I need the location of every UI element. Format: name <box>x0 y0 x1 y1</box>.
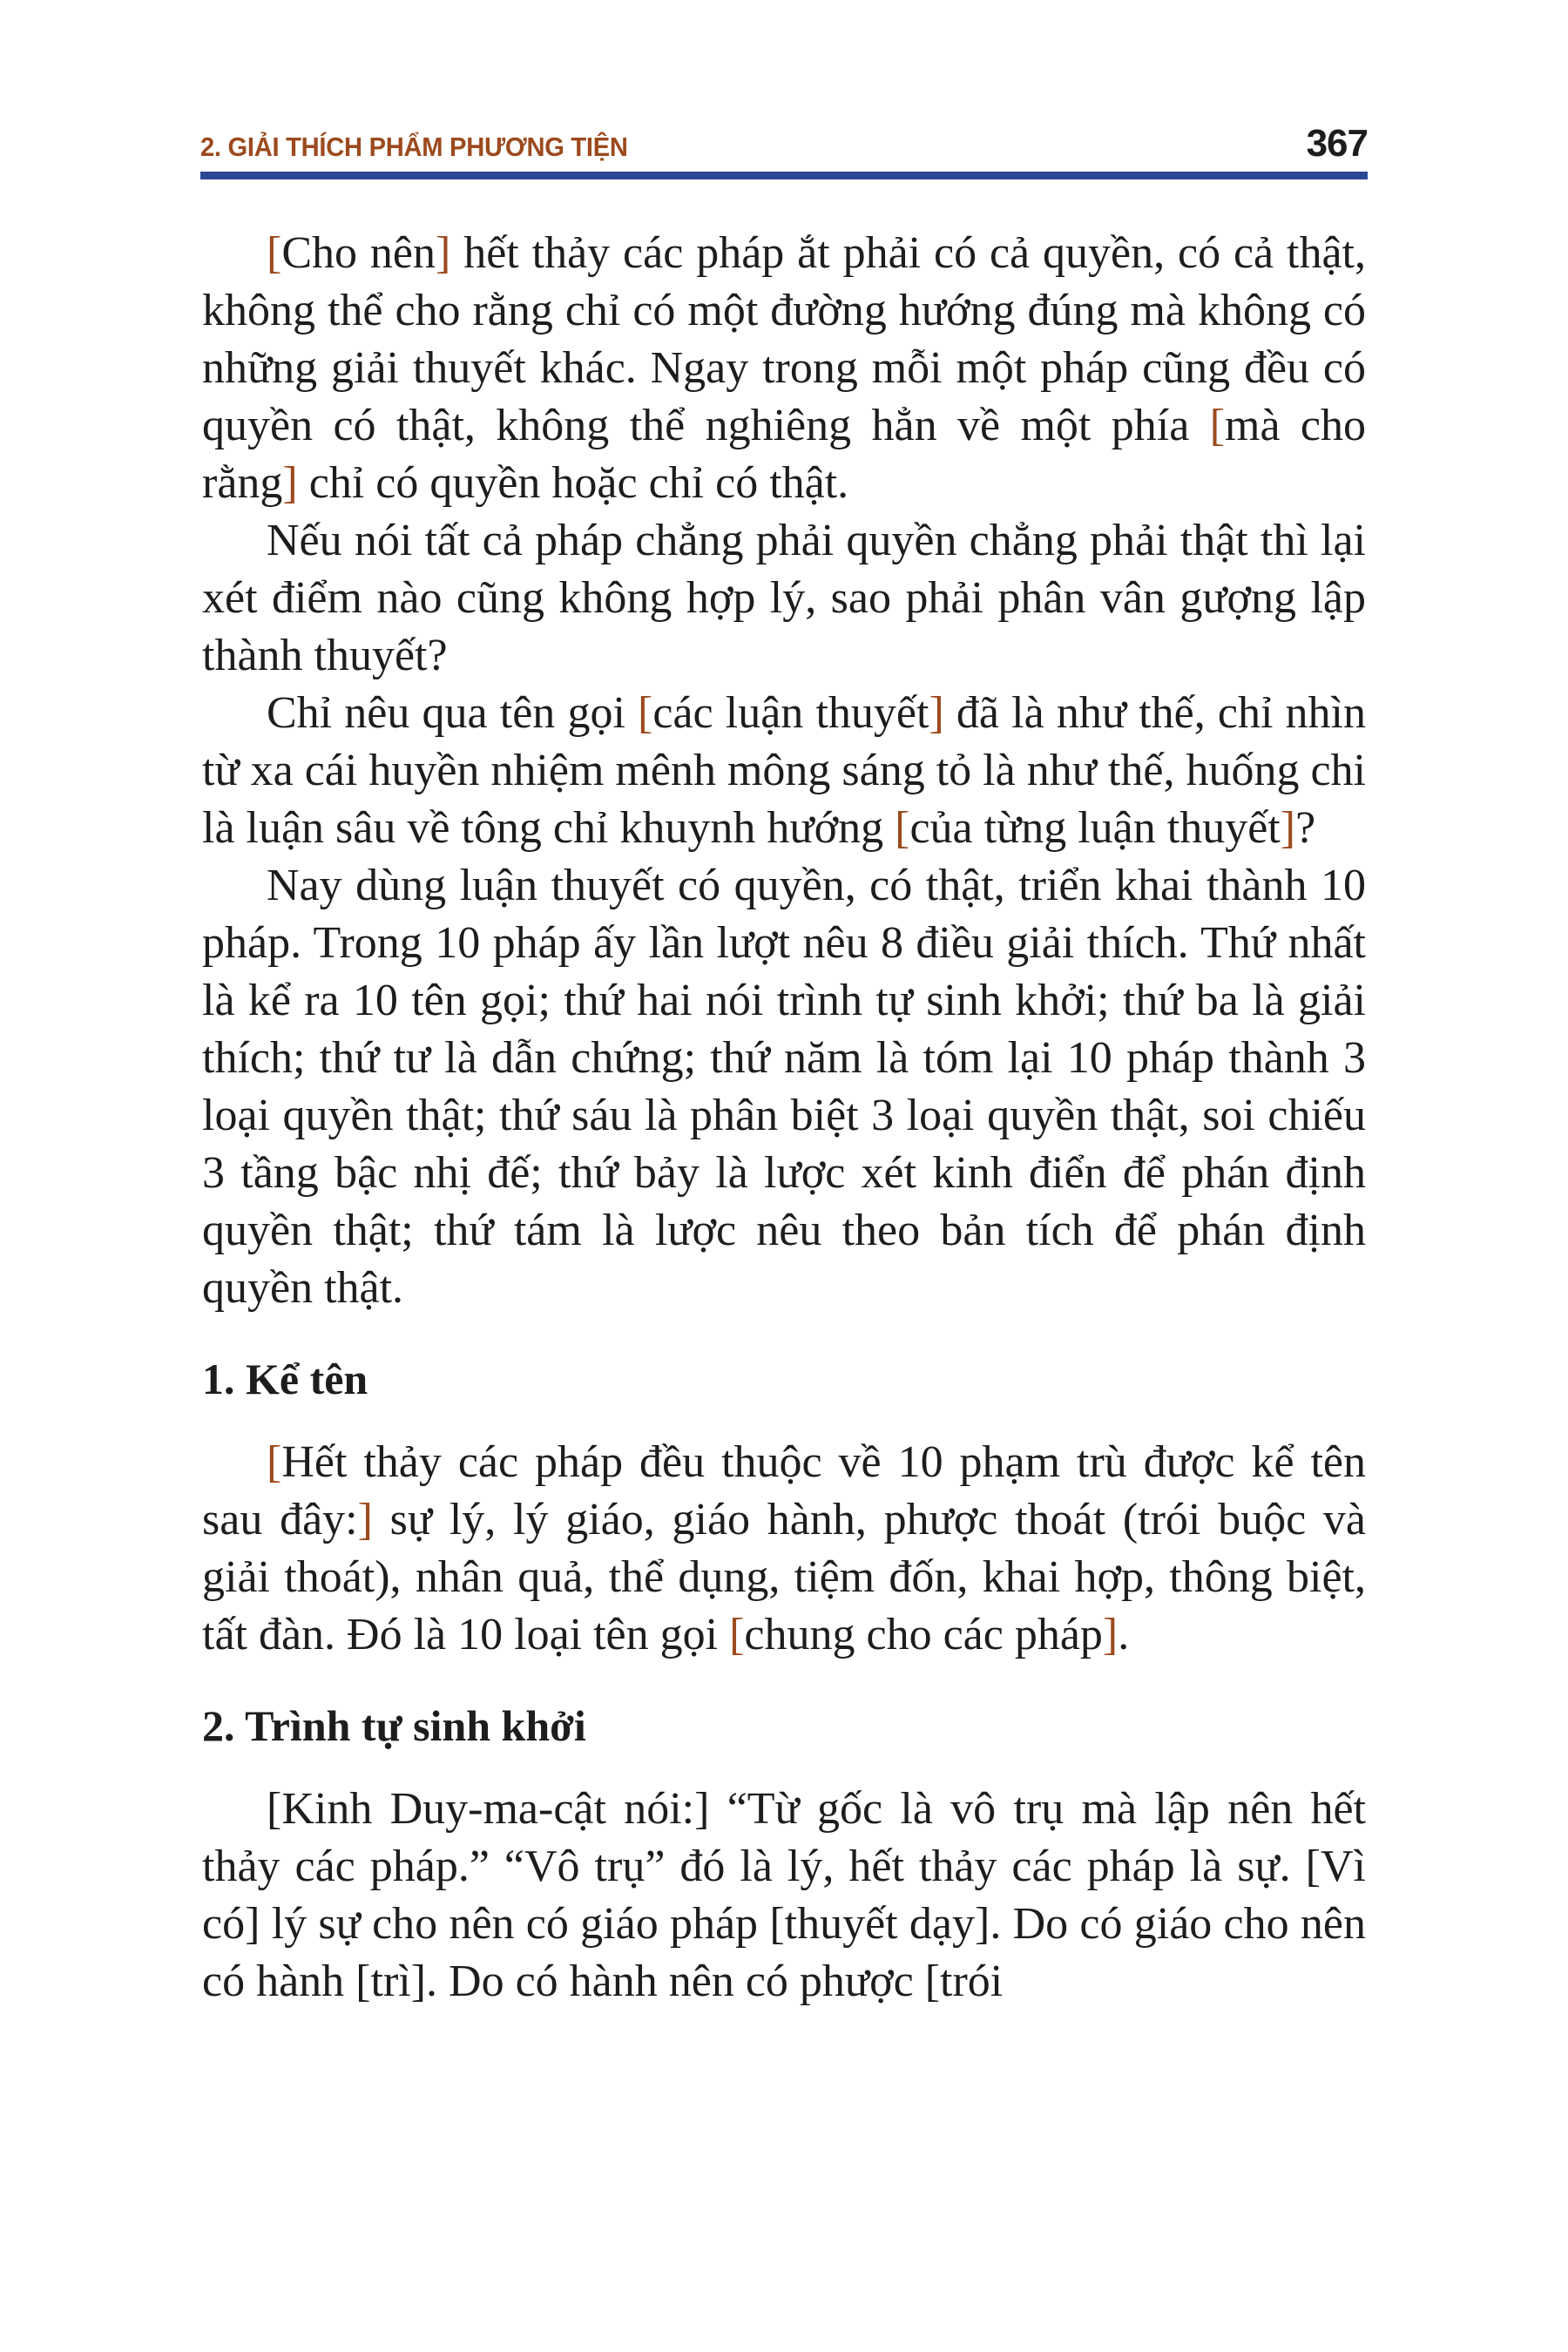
body-paragraph: Nay dùng luận thuyết có quyền, có thật, triển khai thành 10 pháp. Trong 10 pháp ấy lần lượt nêu 8 điều giải thích. Thứ nhất là kể ra 10 tên gọi; thứ hai nói trình tự sinh khởi; thứ ba là giải thích; thứ tư là dẫn chứng; thứ năm là tóm lại 10 pháp thành 3 loại quyền thật; thứ sáu là phân biệt 3 loại quyền thật, soi chiếu 3 tầng bậc nhị đế; thứ bảy là lược xét kinh điển để phán định quyền thật; thứ tám là lược nêu theo bản tích để phán định quyền thật. <box>202 861 1366 1313</box>
bracket-accent: ] <box>1102 1610 1119 1659</box>
bracket-accent: ] <box>1280 803 1296 853</box>
running-header <box>200 122 1368 166</box>
bracket-accent: ] <box>282 458 298 508</box>
body-paragraph: [Hết thảy các pháp đều thuộc về 10 phạm trù được kể tên sau đây:] sự lý, lý giáo, giáo hành, phược thoát (trói buộc và giải thoát), nhân quả, thể dụng, tiệm đốn, khai hợp, thông biệt, tất đàn. Đó là 10 loại tên gọi [chung cho các pháp]. <box>202 1437 1367 1659</box>
section-heading: 2. Trình tự sinh khởi <box>202 1701 586 1750</box>
bracket-accent: [ <box>638 688 653 738</box>
page-content <box>202 225 1366 2011</box>
bracket-accent: ] <box>357 1495 373 1544</box>
bracket-accent: [ <box>267 1437 282 1487</box>
bracket-accent: [ <box>729 1610 745 1659</box>
bracket-accent: [ <box>267 228 282 278</box>
body-paragraph: Chỉ nêu qua tên gọi [các luận thuyết] đã là như thế, chỉ nhìn từ xa cái huyền nhiệm mênh mông sáng tỏ là như thế, huống chi là luận sâu về tông chỉ khuynh hướng [của từng luận thuyết]? <box>202 688 1366 853</box>
bracket-accent: [ <box>1209 401 1225 450</box>
body-paragraph: Nếu nói tất cả pháp chẳng phải quyền chẳng phải thật thì lại xét điểm nào cũng không hợp lý, sao phải phân vân gượng lập thành thuyết? <box>202 516 1366 680</box>
bracket-accent: ] <box>436 228 451 278</box>
header-rule <box>200 172 1368 179</box>
body-paragraph: [Cho nên] hết thảy các pháp ắt phải có cả quyền, có cả thật, không thể cho rằng chỉ có một đường hướng đúng mà không có những giải thuyết khác. Ngay trong mỗi một pháp cũng đều có quyền có thật, không thể nghiêng hẳn về một phía [mà cho rằng] chỉ có quyền hoặc chỉ có thật. <box>202 228 1367 508</box>
chapter-title: 2. GIẢI THÍCH PHẨM PHƯƠNG TIỆN <box>200 132 628 162</box>
body-paragraph: [Kinh Duy-ma-cật nói:] “Từ gốc là vô trụ mà lập nên hết thảy các pháp.” “Vô trụ” đó là lý, hết thảy các pháp là sự. [Vì có] lý sự cho nên có giáo pháp [thuyết dạy]. Do có giáo cho nên có hành [trì]. Do có hành nên có phược [trói <box>202 1784 1367 2006</box>
page-number: 367 <box>1306 122 1368 165</box>
bracket-accent: [ <box>895 803 910 853</box>
bracket-accent: ] <box>929 688 944 738</box>
section-heading: 1. Kể tên <box>202 1355 368 1403</box>
